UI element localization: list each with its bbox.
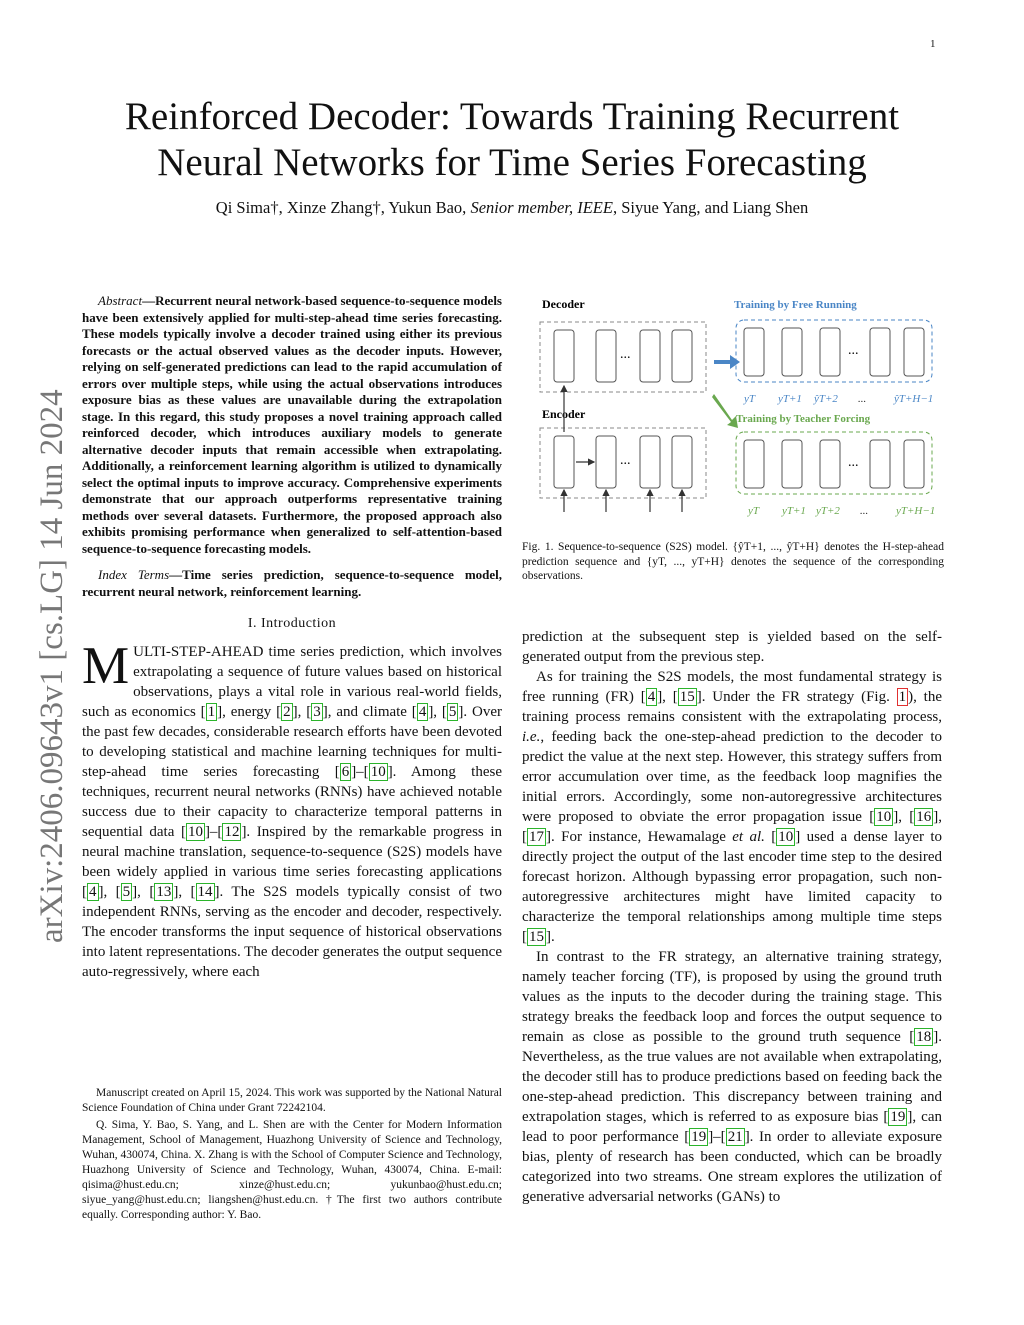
tf-text-c: , can lead to poor performance: [522, 1109, 942, 1145]
fr-input-labels: [743, 393, 933, 405]
index-terms-text: —Time series prediction, sequence-to-sequence model, recurrent neural network, reinforcement learning.: [82, 567, 503, 599]
right-column: [522, 627, 942, 1207]
svg-text:yT+1: yT+1: [782, 505, 806, 517]
citation-link[interactable]: 15: [529, 929, 544, 945]
citation-link[interactable]: 15: [679, 689, 695, 705]
fr-dots: ...: [848, 343, 859, 358]
tf-input-labels: [747, 505, 935, 517]
fr-text-c: ), the training process remains consistent with the extrapolating process,: [522, 689, 943, 725]
title-line-2: Neural Networks for Time Series Forecasting: [157, 141, 867, 184]
figure-link[interactable]: 1: [898, 689, 907, 705]
encoder-arrows: [564, 386, 682, 512]
tf-cells: [744, 440, 924, 488]
decoder-dots: ...: [620, 347, 631, 362]
footnote-affiliations: Q. Sima, Y. Bao, S. Yang, and L. Shen are with the Center for Modern Information Management, School of Management, Huazhong University of Science and Technology, Wuhan, 430074, China. X. Zhang is with the School of Computer Science and Technology, Huazhong University of Science and Technology, Wuhan, 430074, China. E-mail: qisima@hust.edu.cn; xinze@hust.edu.cn; yukunbao@hust.edu.cn; siyue_yang@hust.edu.cn; liangshen@hust.edu.cn. †The first two authors contribute equally. Corresponding author: Y. Bao.: [82, 1119, 502, 1221]
arxiv-side-stamp: [18, 355, 78, 945]
encoder-label: Encoder: [542, 407, 586, 421]
citation-link[interactable]: 10: [370, 764, 386, 780]
citation-link[interactable]: 21: [727, 1129, 743, 1145]
citation-link[interactable]: 16: [916, 809, 932, 825]
abstract-text: —Recurrent neural network-based sequence-to-sequence models have been extensively applied for multi-step-ahead time series forecasting. These models typically involve a decoder trained using either its previous forecasts or the actual observed values as the decoder inputs. However, relying on self-generated predictions can lead to the rapid accumulation of errors over multiple steps, while using the actual observations introduces exposure bias as these values are unavailable during the extrapolation stage. In this regard, this study proposes a novel training approach called reinforced decoder, which introduces auxiliary models to generate alternative decoder inputs that remain accessible when extrapolating. Additionally, a reinforcement learning algorithm is utilized to dynamically select the optimal inputs to improve accuracy. Comprehensive experiments demonstrate that our approach outperforms representative training methods over several datasets. Furthermore, the proposed approach also exhibits promising performance when generalized to self-attention-based sequence-to-sequence forecasting models.: [82, 293, 502, 556]
fr-text-f: For instance, Hewamalage: [561, 829, 733, 845]
fr-cells: [744, 328, 924, 376]
footnote-manuscript: Manuscript created on April 15, 2024. This work was supported by the National Natural Science Foundation of China under Grant 72242104.: [82, 1087, 502, 1114]
authors-rest: , Siyue Yang, and Liang Shen: [612, 198, 809, 217]
fr-text-e: , feeding back the one-step-ahead prediction to the decoder to predict the value at the next step. However, this strategy suffers from error accumulation over time, as the feedback loop magnifies the initial errors. Accordingly, some non-autoregressive architectures were proposed to obviate the error propagation issue: [522, 729, 942, 825]
svg-text:ŷT+2: ŷT+2: [814, 393, 838, 405]
tf-arrow: [712, 394, 738, 428]
authors-main: Qi Sima†, Xinze Zhang†, Yukun Bao,: [215, 198, 471, 217]
tf-text-d: In order to alleviate exposure bias, plenty of research has been conducted, which can be broadly categorized into two streams. One stream explores the utilization of generative adversarial networks (GANs) to: [522, 1129, 943, 1205]
tf-text-b: Nevertheless, as the true values are not available when extrapolating, the decoder still has to produce predictions based on feeding back the one-step-ahead prediction. This discrepancy between training and extrapolation stages, which is referred to as exposure bias: [522, 1049, 942, 1125]
footnotes: [82, 1086, 502, 1225]
left-column: [82, 293, 502, 982]
fr-text-h: used a dense layer to directly project the output of the last encoder time step to the desired forecast horizon. Although bypassing error propagation, such non-autoregressive architectures might have limited capacity to characterize the temporal relationships among multiple time steps: [522, 829, 943, 925]
svg-text:yT+H−1: yT+H−1: [896, 505, 936, 517]
author-list: [60, 198, 964, 218]
citation-link[interactable]: 10: [187, 824, 203, 840]
citation-link[interactable]: 12: [224, 824, 240, 840]
citation-link[interactable]: 5: [122, 884, 131, 900]
fr-paragraph: As for training the S2S models, the most fundamental strategy is free running (FR) [ 4 ], [ 15 ]. Under the FR strategy (Fig. 1 ), the training process remains consistent with the extrapolating process, i.e., feeding back the one-step-ahead prediction to the decoder to predict the value at the next step. However, this strategy suffers from error accumulation over time, as the feedback loop magnifies the initial errors. Accordingly, some non-autoregressive architectures were proposed to obviate the error propagation issue [ 10 ], [ 16 ], [ 17 ]. For instance, Hewamalage et al. [ 10 ] used a dense layer to directly project the output of the last encoder time step to the desired forecast horizon. Although bypassing error propagation, such non-autoregressive architectures might have limited capacity to characterize the temporal relationships among multiple time steps [ 15 ].: [522, 669, 943, 945]
fr-text-b: Under the FR strategy (Fig.: [712, 689, 897, 705]
citation-link[interactable]: 3: [313, 704, 321, 720]
continued-paragraph: prediction at the subsequent step is yielded based on the self-generated output from the previous step.: [522, 629, 942, 665]
svg-text:...: ...: [858, 393, 867, 405]
section-heading: I. Introduction: [247, 616, 337, 631]
intro-text-d: Inspired by the remarkable progress in neural machine translation, sequence-to-sequence (S2S) models have been widely applied in various time series forecasting applications: [82, 824, 502, 880]
encoder-dots: ...: [620, 453, 631, 468]
svg-text:ŷT+H−1: ŷT+H−1: [894, 393, 934, 405]
intro-text-c: Among these techniques, recurrent neural networks (RNNs) have achieved notable success due to their capacity to characterize temporal patterns in sequential data: [82, 764, 502, 840]
citation-link[interactable]: 4: [647, 689, 656, 705]
svg-text:yT: yT: [748, 505, 759, 517]
intro-text-e: The S2S models typically consist of two independent RNNs, serving as the encoder and decoder, respectively. The encoder transforms the input sequence of historical observations into latent representations. The decoder generates the output sequence auto-regressively, where each: [82, 884, 502, 980]
citation-link[interactable]: 14: [197, 884, 213, 900]
tf-text-a: In contrast to the FR strategy, an alternative training strategy, namely teacher forcing (TF), is proposed by using the ground truth values as the inputs to the decoder during the training stage. This strategy breaks the feedback loop and forces the output sequence to remain as close as possible to the ground truth sequence: [522, 949, 942, 1045]
intro-paragraph: MULTI-STEP-AHEAD time series prediction, which involves extrapolating a sequence of future values based on historical observations, plays a vital role in various real-world fields, such as economics [ 1 ], energy [ 2 ], [ 3 ], and climate [ 4 ], [ 5 ]. Over the past few decades, considerable research efforts have been devoted to developing statistical and machine learning techniques for multi-step-ahead time series forecasting [ 6 ]–[ 10 ]. Among these techniques, recurrent neural networks (RNNs) have achieved notable success due to their capacity to characterize temporal patterns in sequential data [ 10 ]–[ 12 ]. Inspired by the remarkable progress in neural machine translation, sequence-to-sequence (S2S) models have been widely applied in various time series forecasting applications [ 4 ], [ 5 ], [ 13 ], [ 14 ]. The S2S models typically consist of two independent RNNs, serving as the encoder and decoder, respectively. The encoder transforms the input sequence of historical observations into latent representations. The decoder generates the output sequence auto-regressively, where each: [82, 637, 502, 980]
svg-text:yT+1: yT+1: [778, 393, 802, 405]
fr-text-ie: i.e.: [522, 729, 541, 745]
citation-link[interactable]: 5: [448, 704, 457, 720]
arxiv-stamp-text: arXiv:2406.09643v1 [cs.LG] 14 Jun 2024: [34, 389, 70, 943]
paper-title: [60, 94, 964, 186]
citation-link[interactable]: 2: [283, 704, 291, 720]
citation-link[interactable]: 17: [529, 829, 544, 845]
abstract-label: Abstract: [98, 293, 143, 308]
intro-text-a: ULTI-STEP-AHEAD time series prediction, which involves extrapolating a sequence of future values based on historical observations, plays a vital role in various real-world fields, such as economics: [82, 644, 502, 720]
svg-text:yT: yT: [744, 393, 755, 405]
svg-text:...: ...: [860, 505, 869, 517]
citation-link[interactable]: 1: [207, 704, 216, 720]
figure-caption: Fig. 1. Sequence-to-sequence (S2S) model. {ŷT+1, ..., ŷT+H} denotes the H-step-ahead prediction sequence and {yT, ..., yT+H} denotes the sequence of the corresponding observations.: [522, 541, 944, 582]
dropcap: M: [82, 637, 130, 695]
teacher-forcing-label: Training by Teacher Forcing: [736, 413, 871, 425]
citation-link[interactable]: 6: [341, 764, 350, 780]
citation-link[interactable]: 19: [691, 1129, 707, 1145]
citation-link[interactable]: 19: [890, 1109, 906, 1125]
free-running-label: Training by Free Running: [734, 299, 857, 311]
figure-1: [522, 292, 948, 530]
decoder-label: Decoder: [542, 297, 585, 311]
svg-text:yT+2: yT+2: [816, 505, 840, 517]
index-terms: [82, 567, 502, 600]
abstract: [82, 293, 502, 557]
tf-dots: ...: [848, 455, 859, 470]
index-terms-label: Index Terms: [98, 567, 170, 582]
citation-link[interactable]: 10: [876, 809, 892, 825]
citation-link[interactable]: 10: [778, 829, 794, 845]
citation-link[interactable]: 4: [418, 704, 427, 720]
title-line-1: Reinforced Decoder: Towards Training Recurrent: [124, 95, 900, 138]
citation-link[interactable]: 4: [89, 884, 97, 900]
fr-text-a: As for training the S2S models, the most fundamental strategy is free running (FR): [522, 669, 942, 705]
citation-link[interactable]: 13: [156, 884, 172, 900]
citation-link[interactable]: 18: [916, 1029, 932, 1045]
fr-text-etal: et al.: [732, 829, 765, 845]
page-number: 1: [930, 38, 936, 50]
tf-paragraph: In contrast to the FR strategy, an alternative training strategy, namely teacher forcing (TF), is proposed by using the ground truth values as the inputs to the decoder during the training stage. This strategy breaks the feedback loop and forces the output sequence to remain as close as possible to the ground truth sequence [ 18 ]. Nevertheless, as the true values are not available when extrapolating, the decoder still has to produce predictions based on feeding back the one-step-ahead prediction. This discrepancy between training and extrapolation stages, which is referred to as exposure bias [ 19 ], can lead to poor performance [ 19 ]–[ 21 ]. In order to alleviate exposure bias, plenty of research has been conducted, which can be broadly categorized into two streams. One stream explores the utilization of generative adversarial networks (GANs) to: [522, 949, 943, 1205]
intro-text-b: Over the past few decades, considerable research efforts have been devoted to developing statistical and machine learning techniques for multi-step-ahead time series forecasting: [82, 704, 502, 780]
authors-affiliation-title: Senior member, IEEE: [470, 198, 613, 217]
